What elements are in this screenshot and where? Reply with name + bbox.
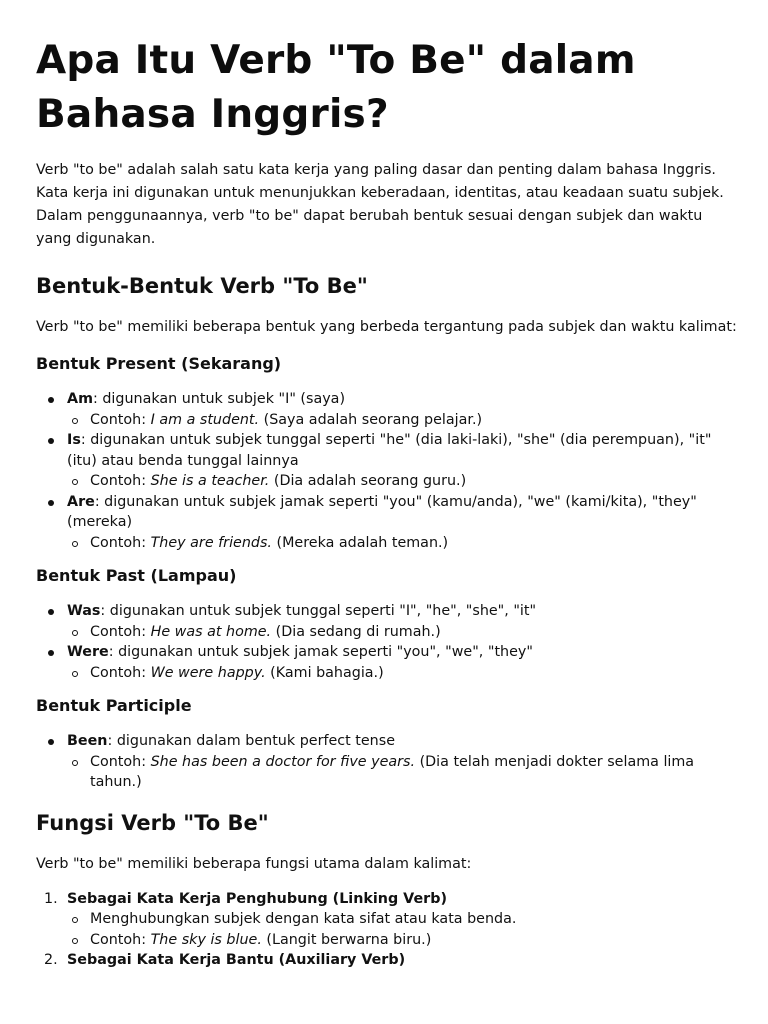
- example-sentence: We were happy.: [150, 664, 266, 681]
- circle-bullet-marker: [72, 938, 78, 944]
- example-item: [36, 410, 740, 431]
- function-item-linking-verb: [36, 889, 740, 910]
- term-description: : digunakan untuk subjek tunggal seperti "he" (dia laki-laki), "she" (dia perempuan), "it" (itu) atau benda tunggal lainnya: [67, 432, 712, 469]
- example-label: Contoh:: [90, 411, 151, 428]
- bullet-marker: [48, 650, 54, 656]
- example-sentence: He was at home.: [150, 623, 272, 640]
- term: Was: [67, 603, 101, 619]
- bullet-marker: [48, 739, 54, 745]
- section-heading-forms: Bentuk-Bentuk Verb "To Be": [36, 274, 368, 298]
- term-description: : digunakan untuk subjek jamak seperti "you" (kamu/anda), "we" (kami/kita), "they" (mereka): [67, 493, 697, 530]
- list-item-are: [36, 492, 740, 533]
- circle-bullet-marker: [72, 418, 78, 424]
- example-translation: (Kami bahagia.): [265, 664, 384, 681]
- example-translation: (Langit berwarna biru.): [261, 931, 432, 948]
- example-translation: (Dia sedang di rumah.): [271, 623, 441, 640]
- example-item: [36, 663, 740, 684]
- list-number: 1.: [44, 890, 58, 907]
- term: Been: [67, 733, 108, 749]
- circle-bullet-marker: [72, 917, 78, 923]
- example-item: [36, 533, 740, 554]
- term: Were: [67, 644, 109, 660]
- example-sentence: The sky is blue.: [150, 931, 262, 948]
- present-forms-list: [36, 389, 740, 553]
- page-title: Apa Itu Verb "To Be" dalam Bahasa Inggris?: [36, 38, 636, 137]
- participle-forms-list: [36, 731, 740, 793]
- term: Is: [67, 432, 81, 448]
- function-title: Sebagai Kata Kerja Bantu (Auxiliary Verb): [67, 952, 406, 968]
- list-item-been: [36, 731, 740, 752]
- example-sentence: She is a teacher.: [150, 473, 270, 489]
- list-item-was: [36, 601, 740, 622]
- circle-bullet-marker: [72, 479, 78, 485]
- functions-intro-paragraph: Verb "to be" memiliki beberapa fungsi utama dalam kalimat:: [36, 855, 472, 872]
- subsection-heading-participle: Bentuk Participle: [36, 696, 192, 715]
- subsection-heading-present: Bentuk Present (Sekarang): [36, 354, 282, 373]
- term-description: : digunakan dalam bentuk perfect tense: [107, 733, 395, 749]
- example-label: Contoh:: [90, 931, 151, 948]
- term: Am: [67, 391, 93, 407]
- circle-bullet-marker: [72, 630, 78, 636]
- list-item-is: [36, 430, 740, 471]
- term-description: : digunakan untuk subjek jamak seperti "you", "we", "they": [108, 644, 533, 660]
- term-description: : digunakan untuk subjek tunggal seperti "I", "he", "she", "it": [100, 603, 537, 619]
- past-forms-list: [36, 601, 740, 683]
- example-sentence: I am a student.: [150, 411, 260, 428]
- circle-bullet-marker: [72, 671, 78, 677]
- example-translation: (Dia adalah seorang guru.): [269, 473, 467, 489]
- intro-paragraph: Verb "to be" adalah salah satu kata kerja yang paling dasar dan penting dalam bahasa Inggris. Kata kerja ini digunakan untuk menunjukkan keberadaan, identitas, atau keadaan suatu subjek. Dalam penggunaannya, verb "to be" dapat berubah bentuk sesuai dengan subjek dan waktu yang digunakan.: [36, 162, 724, 247]
- term-description: : digunakan untuk subjek "I" (saya): [92, 391, 346, 407]
- example-sentence: They are friends.: [150, 534, 272, 551]
- term: Are: [67, 493, 95, 510]
- example-translation: (Mereka adalah teman.): [271, 534, 449, 551]
- example-translation: (Dia telah menjadi dokter selama lima tahun.): [90, 753, 695, 790]
- bullet-marker: [48, 500, 54, 506]
- example-label: Contoh:: [90, 473, 151, 489]
- section-heading-functions: Fungsi Verb "To Be": [36, 810, 269, 835]
- function-description-text: Menghubungkan subjek dengan kata sifat atau kata benda.: [90, 911, 517, 927]
- example-label: Contoh:: [90, 664, 151, 681]
- bullet-marker: [48, 609, 54, 615]
- list-item-am: [36, 389, 740, 410]
- subsection-heading-past: Bentuk Past (Lampau): [36, 566, 237, 585]
- function-item-auxiliary-verb: [36, 950, 740, 971]
- example-item: [36, 471, 740, 492]
- function-title: Sebagai Kata Kerja Penghubung (Linking Verb): [67, 890, 447, 907]
- list-item-were: [36, 642, 740, 663]
- example-label: Contoh:: [90, 623, 151, 640]
- functions-list: [36, 889, 740, 971]
- list-number: 2.: [44, 952, 58, 968]
- example-item: [36, 622, 740, 643]
- function-description: [36, 909, 740, 930]
- circle-bullet-marker: [72, 760, 78, 766]
- example-label: Contoh:: [90, 753, 151, 770]
- example-label: Contoh:: [90, 534, 151, 551]
- bullet-marker: [48, 397, 54, 403]
- example-translation: (Saya adalah seorang pelajar.): [259, 411, 483, 428]
- bullet-marker: [48, 438, 54, 444]
- example-sentence: She has been a doctor for five years.: [150, 753, 416, 770]
- forms-intro-paragraph: Verb "to be" memiliki beberapa bentuk yang berbeda tergantung pada subjek dan waktu kalimat:: [36, 319, 737, 335]
- circle-bullet-marker: [72, 541, 78, 547]
- example-item: [36, 930, 740, 951]
- example-item: [36, 752, 740, 793]
